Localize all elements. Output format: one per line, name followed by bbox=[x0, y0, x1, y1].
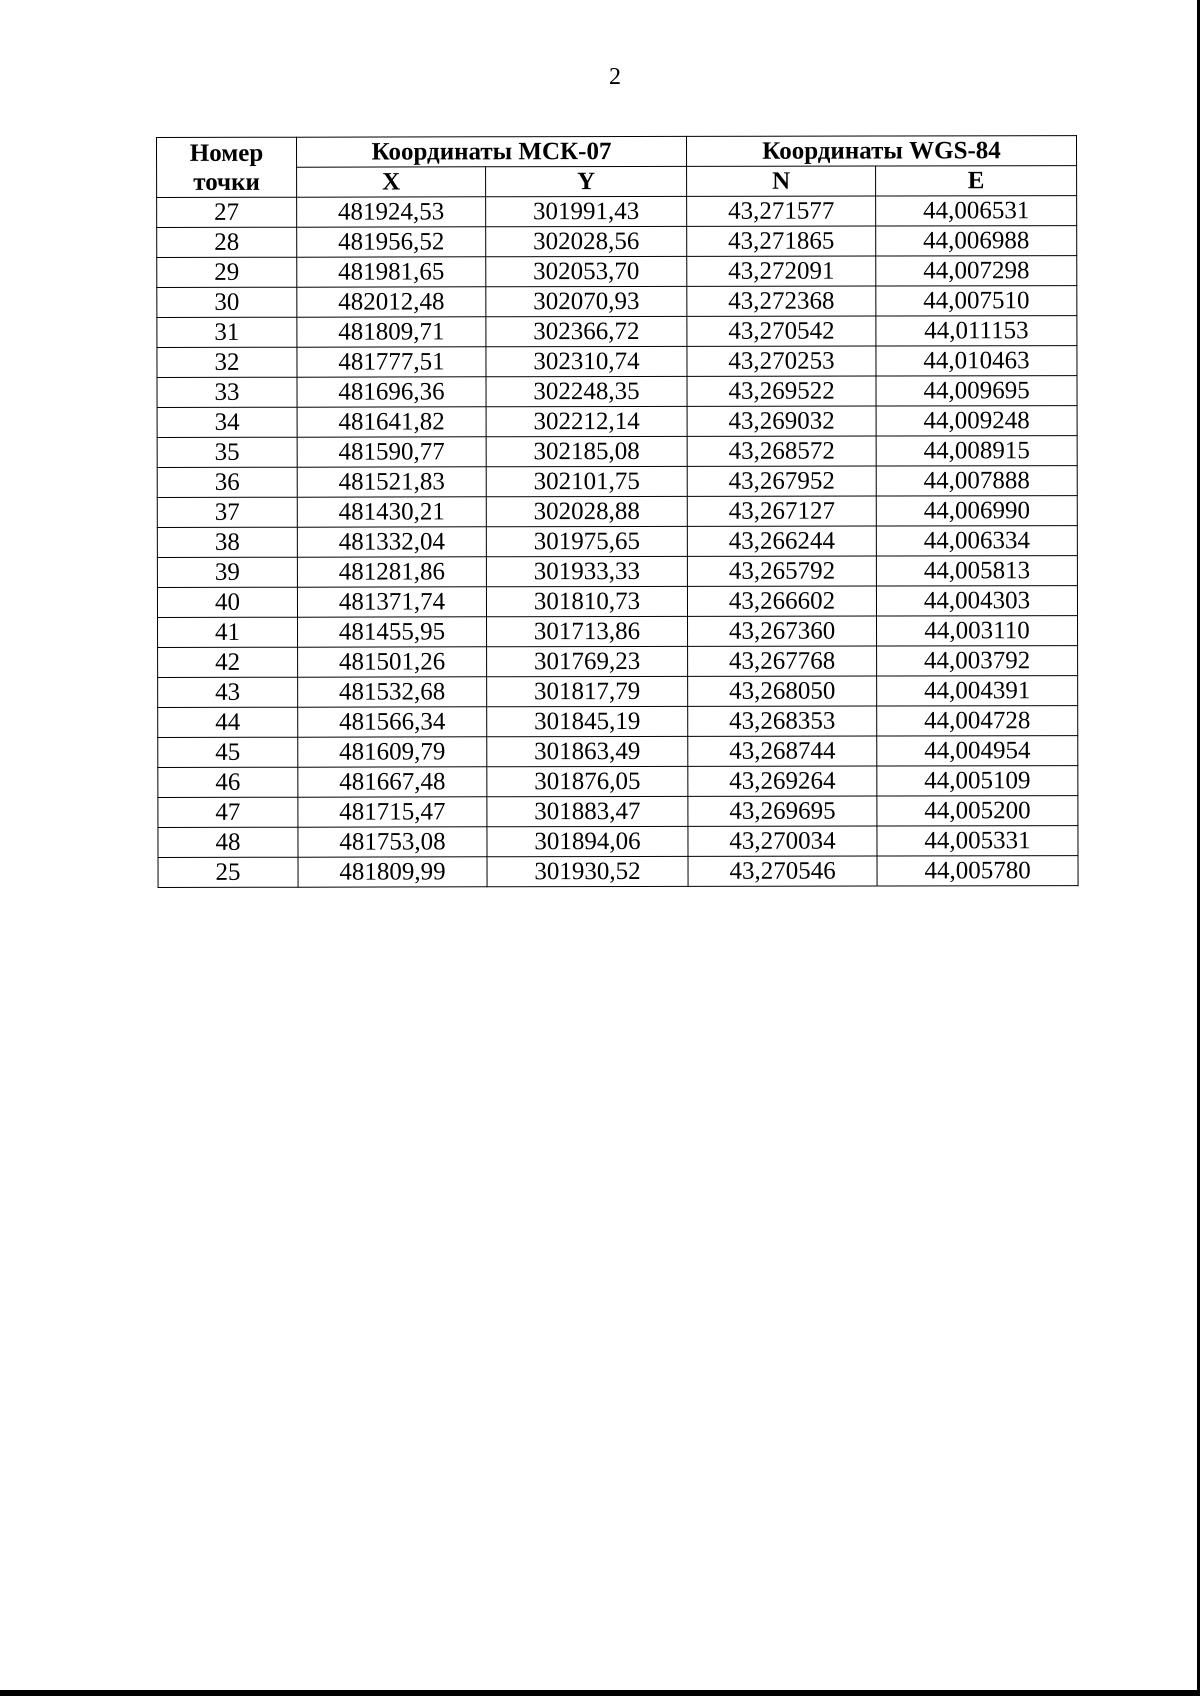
cell-x: 481521,83 bbox=[297, 467, 486, 497]
cell-e: 44,003110 bbox=[877, 616, 1078, 646]
header-y: Y bbox=[486, 166, 687, 196]
table-row bbox=[157, 436, 1077, 468]
cell-x: 481566,34 bbox=[298, 707, 487, 737]
cell-y: 302101,75 bbox=[486, 466, 687, 496]
cell-y: 301817,79 bbox=[487, 676, 688, 706]
cell-n: 43,269695 bbox=[688, 796, 877, 826]
cell-y: 302248,35 bbox=[486, 376, 687, 406]
cell-x: 481609,79 bbox=[298, 737, 487, 767]
cell-n: 43,268050 bbox=[688, 676, 877, 706]
table-row bbox=[157, 496, 1077, 528]
cell-point-number: 42 bbox=[158, 647, 298, 677]
cell-y: 301991,43 bbox=[486, 196, 687, 226]
cell-point-number: 39 bbox=[157, 557, 297, 587]
cell-n: 43,267360 bbox=[688, 616, 877, 646]
cell-point-number: 38 bbox=[157, 527, 297, 557]
cell-point-number: 36 bbox=[157, 467, 297, 497]
cell-y: 302185,08 bbox=[486, 436, 687, 466]
table-body bbox=[157, 196, 1078, 888]
cell-point-number: 31 bbox=[157, 317, 297, 347]
cell-point-number: 37 bbox=[157, 497, 297, 527]
cell-y: 302028,56 bbox=[486, 226, 687, 256]
cell-e: 44,005200 bbox=[877, 796, 1078, 826]
cell-n: 43,272368 bbox=[687, 286, 876, 316]
table-row bbox=[157, 346, 1077, 378]
table-row bbox=[157, 586, 1077, 618]
cell-point-number: 43 bbox=[158, 677, 298, 707]
cell-n: 43,270034 bbox=[688, 826, 877, 856]
cell-y: 301863,49 bbox=[487, 736, 688, 766]
cell-y: 302310,74 bbox=[486, 346, 687, 376]
cell-e: 44,005331 bbox=[877, 826, 1078, 856]
cell-e: 44,007510 bbox=[876, 286, 1077, 316]
cell-point-number: 28 bbox=[157, 227, 297, 257]
table-row bbox=[157, 256, 1077, 288]
cell-e: 44,006988 bbox=[876, 226, 1077, 256]
cell-point-number: 32 bbox=[157, 347, 297, 377]
scan-edge-bottom bbox=[0, 1690, 1200, 1696]
cell-n: 43,267768 bbox=[688, 646, 877, 676]
table-row bbox=[157, 466, 1077, 498]
cell-y: 302212,14 bbox=[486, 406, 687, 436]
cell-point-number: 29 bbox=[157, 257, 297, 287]
table-row bbox=[158, 646, 1078, 678]
table-row bbox=[158, 826, 1078, 858]
table-row bbox=[157, 196, 1077, 228]
cell-y: 301769,23 bbox=[487, 646, 688, 676]
cell-y: 301933,33 bbox=[486, 556, 687, 586]
cell-y: 301713,86 bbox=[487, 616, 688, 646]
header-point-number-line2: точки bbox=[193, 168, 260, 196]
table-row bbox=[157, 376, 1077, 408]
cell-n: 43,266244 bbox=[687, 526, 876, 556]
cell-point-number: 40 bbox=[157, 587, 297, 617]
page-number: 2 bbox=[609, 64, 621, 90]
cell-e: 44,008915 bbox=[876, 436, 1077, 466]
cell-x: 481455,95 bbox=[298, 617, 487, 647]
cell-e: 44,007888 bbox=[876, 466, 1077, 496]
cell-n: 43,269522 bbox=[687, 376, 876, 406]
cell-point-number: 35 bbox=[157, 437, 297, 467]
cell-e: 44,003792 bbox=[877, 646, 1078, 676]
header-n: N bbox=[687, 166, 876, 196]
cell-point-number: 30 bbox=[157, 287, 297, 317]
coordinates-table bbox=[156, 135, 1079, 888]
cell-x: 481641,82 bbox=[297, 407, 486, 437]
cell-y: 301930,52 bbox=[487, 856, 688, 886]
cell-e: 44,010463 bbox=[876, 346, 1077, 376]
cell-x: 481590,77 bbox=[297, 437, 486, 467]
table-row bbox=[157, 526, 1077, 558]
table-row bbox=[158, 856, 1078, 888]
cell-x: 481371,74 bbox=[297, 587, 486, 617]
cell-e: 44,006990 bbox=[876, 496, 1077, 526]
cell-point-number: 45 bbox=[158, 737, 298, 767]
table-row bbox=[158, 706, 1078, 738]
cell-e: 44,004303 bbox=[876, 586, 1077, 616]
table-row bbox=[157, 316, 1077, 348]
table-row bbox=[157, 556, 1077, 588]
cell-n: 43,268744 bbox=[688, 736, 877, 766]
header-point-number-line1: Номер bbox=[189, 139, 264, 167]
cell-n: 43,267952 bbox=[687, 466, 876, 496]
cell-point-number: 44 bbox=[158, 707, 298, 737]
cell-y: 301845,19 bbox=[487, 706, 688, 736]
cell-n: 43,271577 bbox=[687, 196, 876, 226]
table-row bbox=[158, 736, 1078, 768]
table-row bbox=[158, 616, 1078, 648]
table-row bbox=[157, 406, 1077, 438]
cell-y: 302028,88 bbox=[486, 496, 687, 526]
cell-x: 481924,53 bbox=[297, 197, 486, 227]
cell-x: 481501,26 bbox=[298, 647, 487, 677]
cell-e: 44,005780 bbox=[877, 856, 1078, 886]
table-row bbox=[158, 796, 1078, 828]
cell-x: 481532,68 bbox=[298, 677, 487, 707]
cell-n: 43,268353 bbox=[688, 706, 877, 736]
cell-point-number: 47 bbox=[158, 797, 298, 827]
cell-y: 301810,73 bbox=[486, 586, 687, 616]
cell-x: 481809,99 bbox=[298, 857, 487, 887]
cell-n: 43,272091 bbox=[687, 256, 876, 286]
cell-e: 44,006334 bbox=[876, 526, 1077, 556]
cell-x: 481981,65 bbox=[297, 257, 486, 287]
cell-point-number: 34 bbox=[157, 407, 297, 437]
cell-x: 481753,08 bbox=[298, 827, 487, 857]
header-x: X bbox=[297, 167, 486, 197]
cell-n: 43,271865 bbox=[687, 226, 876, 256]
cell-n: 43,268572 bbox=[687, 436, 876, 466]
header-e: E bbox=[876, 166, 1077, 196]
cell-e: 44,004391 bbox=[877, 676, 1078, 706]
cell-y: 301894,06 bbox=[487, 826, 688, 856]
cell-n: 43,267127 bbox=[687, 496, 876, 526]
cell-x: 482012,48 bbox=[297, 287, 486, 317]
cell-point-number: 48 bbox=[158, 827, 298, 857]
cell-e: 44,004954 bbox=[877, 736, 1078, 766]
header-point-number bbox=[157, 137, 297, 197]
cell-point-number: 33 bbox=[157, 377, 297, 407]
cell-x: 481777,51 bbox=[297, 347, 486, 377]
cell-e: 44,009248 bbox=[876, 406, 1077, 436]
table-row bbox=[158, 766, 1078, 798]
table-row bbox=[158, 676, 1078, 708]
cell-y: 302053,70 bbox=[486, 256, 687, 286]
cell-e: 44,011153 bbox=[876, 316, 1077, 346]
header-msk07-coordinates: Координаты МСК-07 bbox=[297, 136, 687, 167]
cell-x: 481430,21 bbox=[297, 497, 486, 527]
cell-y: 301975,65 bbox=[486, 526, 687, 556]
cell-x: 481715,47 bbox=[298, 797, 487, 827]
cell-n: 43,266602 bbox=[687, 586, 876, 616]
cell-e: 44,004728 bbox=[877, 706, 1078, 736]
cell-x: 481281,86 bbox=[297, 557, 486, 587]
header-wgs84-coordinates: Координаты WGS-84 bbox=[687, 136, 1077, 167]
cell-n: 43,270546 bbox=[688, 856, 877, 886]
cell-e: 44,005813 bbox=[876, 556, 1077, 586]
cell-point-number: 27 bbox=[157, 197, 297, 227]
cell-x: 481696,36 bbox=[297, 377, 486, 407]
cell-e: 44,005109 bbox=[877, 766, 1078, 796]
cell-x: 481667,48 bbox=[298, 767, 487, 797]
cell-y: 301883,47 bbox=[487, 796, 688, 826]
cell-x: 481956,52 bbox=[297, 227, 486, 257]
cell-x: 481332,04 bbox=[297, 527, 486, 557]
cell-x: 481809,71 bbox=[297, 317, 486, 347]
cell-y: 302366,72 bbox=[486, 316, 687, 346]
cell-e: 44,009695 bbox=[876, 376, 1077, 406]
cell-point-number: 25 bbox=[158, 857, 298, 887]
table-row bbox=[157, 286, 1077, 318]
cell-point-number: 46 bbox=[158, 767, 298, 797]
table-header-row-1 bbox=[157, 136, 1077, 168]
cell-n: 43,270253 bbox=[687, 346, 876, 376]
cell-n: 43,270542 bbox=[687, 316, 876, 346]
cell-e: 44,007298 bbox=[876, 256, 1077, 286]
cell-e: 44,006531 bbox=[876, 196, 1077, 226]
cell-y: 301876,05 bbox=[487, 766, 688, 796]
cell-point-number: 41 bbox=[158, 617, 298, 647]
table-row bbox=[157, 226, 1077, 258]
cell-n: 43,265792 bbox=[687, 556, 876, 586]
cell-n: 43,269264 bbox=[688, 766, 877, 796]
cell-y: 302070,93 bbox=[486, 286, 687, 316]
cell-n: 43,269032 bbox=[687, 406, 876, 436]
